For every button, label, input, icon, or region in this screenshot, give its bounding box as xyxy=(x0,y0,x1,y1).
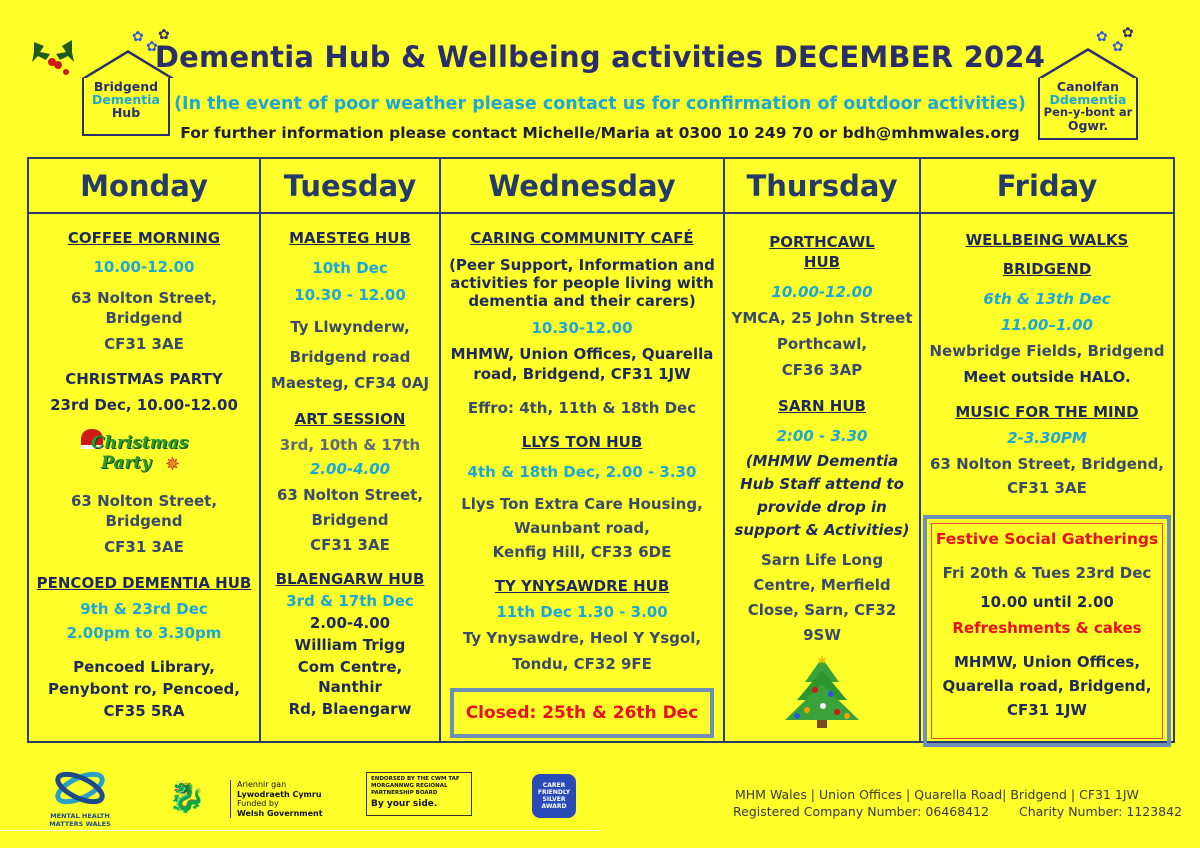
ty-ynysawdre-when: 11th Dec 1.30 - 3.00 xyxy=(496,603,668,621)
flowers-icon: ✿ ✿ ✿ xyxy=(1096,25,1134,55)
pencoed-address-line2: Penybont ro, Pencoed, xyxy=(47,680,240,698)
closed-notice: Closed: 25th & 26th Dec xyxy=(450,688,714,738)
mhmw-logo-line1: MENTAL HEALTH xyxy=(50,812,110,820)
carer-line3: SILVER AWARD xyxy=(541,796,567,810)
sticker-line1: Christmas xyxy=(91,433,189,453)
mental-health-matters-wales-logo xyxy=(44,768,116,828)
festive-gatherings-box xyxy=(923,515,1171,747)
sarn-hub-time: 2:00 - 3.30 xyxy=(776,427,868,445)
art-session-time: 2.00-4.00 xyxy=(309,460,391,478)
cafe-time: 10.30-12.00 xyxy=(531,319,633,337)
christmas-party-when: 23rd Dec, 10.00-12.00 xyxy=(50,396,238,414)
blaengarw-hub-title: BLAENGARW HUB xyxy=(275,570,425,588)
festive-address-line2: Quarella road, Bridgend, xyxy=(942,677,1152,695)
day-header-tuesday: Tuesday xyxy=(261,159,439,214)
sarn-address-line1: Sarn Life Long xyxy=(760,551,884,569)
music-time: 2-3.30PM xyxy=(1007,429,1087,447)
pencoed-hub-time: 2.00pm to 3.30pm xyxy=(66,624,222,642)
coffee-morning-title: COFFEE MORNING xyxy=(67,229,221,247)
logo-left-line3: Hub xyxy=(111,105,141,120)
mhmw-swirl-icon xyxy=(52,768,108,808)
walks-time: 11.00–1.00 xyxy=(1001,316,1093,334)
blaengarw-address-line3: Rd, Blaengarw xyxy=(288,700,412,718)
svg-text:★: ★ xyxy=(816,654,828,667)
cafe-desc-line1: (Peer Support, Information and xyxy=(449,256,715,274)
footer-charity-number: Charity Number: 1123842 xyxy=(1019,804,1183,819)
party-address-line1: 63 Nolton Street, Bridgend xyxy=(70,492,218,530)
cwm-taf-endorsement-logo xyxy=(366,772,472,816)
festive-title: Festive Social Gatherings xyxy=(935,530,1159,548)
sarn-note-line2: Hub Staff attend to xyxy=(740,475,904,493)
walks-address-line1: Newbridge Fields, Bridgend xyxy=(929,342,1165,360)
carer-line2: FRIENDLY xyxy=(537,789,571,796)
page-title: Dementia Hub & Wellbeing activities DECEMBER 2024 xyxy=(154,40,1046,74)
day-header-wednesday: Wednesday xyxy=(441,159,723,214)
walks-location: BRIDGEND xyxy=(1002,260,1092,278)
music-address-line1: 63 Nolton Street, Bridgend, xyxy=(929,455,1165,473)
llys-ton-address-line2: Waunbant road, xyxy=(514,519,650,537)
logo-right-line1: Canolfan xyxy=(1056,79,1120,94)
cafe-desc-line3: dementia and their carers) xyxy=(468,292,696,310)
column-monday xyxy=(29,159,261,741)
dragon-icon: 🐉 xyxy=(168,780,206,815)
candy-cane-icon: ✵ xyxy=(165,454,181,475)
day-header-thursday: Thursday xyxy=(725,159,919,214)
canolfan-ddementia-logo xyxy=(1034,25,1154,144)
blaengarw-hub-time: 2.00-4.00 xyxy=(309,614,391,632)
maesteg-address-line2: Bridgend road xyxy=(289,348,411,366)
llys-ton-when: 4th & 18th Dec, 2.00 - 3.30 xyxy=(467,463,697,481)
logo-right-line4: Ogwr. xyxy=(1067,118,1109,133)
porthcawl-title-line2: HUB xyxy=(803,253,841,271)
art-session-title: ART SESSION xyxy=(294,410,406,428)
maesteg-address-line3: Maesteg, CF34 0AJ xyxy=(270,374,430,392)
sarn-hub-title: SARN HUB xyxy=(778,397,866,415)
column-tuesday xyxy=(261,159,441,741)
cafe-address-line1: MHMW, Union Offices, Quarella xyxy=(450,345,714,363)
footer-divider xyxy=(0,830,600,831)
sarn-note-line3: provide drop in xyxy=(757,498,887,516)
sarn-address-line3: Close, Sarn, CF32 9SW xyxy=(747,601,897,644)
walks-title: WELLBEING WALKS xyxy=(965,231,1129,249)
wg-line2: Lywodraeth Cymru xyxy=(237,789,322,799)
cwm-taf-line3: PARTNERSHIP BOARD xyxy=(371,790,438,796)
llys-ton-address-line1: Llys Ton Extra Care Housing, xyxy=(461,495,703,513)
party-address-line2: CF31 3AE xyxy=(104,538,184,556)
maesteg-hub-date: 10th Dec xyxy=(312,259,388,277)
cwm-taf-line1: ENDORSED BY THE CWM TAF xyxy=(371,776,460,782)
ty-ynysawdre-address-line1: Ty Ynysawdre, Heol Y Ysgol, xyxy=(462,629,702,647)
sarn-note-line1: (MHMW Dementia xyxy=(745,452,899,470)
art-address-line1: 63 Nolton Street, xyxy=(276,486,424,504)
ty-ynysawdre-title: TY YNYSAWDRE HUB xyxy=(494,577,670,595)
festive-food: Refreshments & cakes xyxy=(952,619,1142,637)
art-address-line2: Bridgend xyxy=(311,511,389,529)
art-session-dates: 3rd, 10th & 17th xyxy=(279,436,421,454)
walks-dates: 6th & 13th Dec xyxy=(983,290,1111,308)
wg-line1: Ariennir gan xyxy=(237,780,287,789)
flowers-icon: ✿ ✿ ✿ xyxy=(132,27,170,55)
effro-dates: Effro: 4th, 11th & 18th Dec xyxy=(467,399,697,417)
column-wednesday xyxy=(441,159,725,741)
footer-company-number: Registered Company Number: 06468412 xyxy=(733,804,990,819)
walks-address-line2: Meet outside HALO. xyxy=(963,368,1131,386)
contact-info: For further information please contact Michelle/Maria at 0300 10 249 70 or bdh@mhmwales.org xyxy=(180,124,1020,142)
pencoed-hub-dates: 9th & 23rd Dec xyxy=(80,600,208,618)
cafe-address-line2: road, Bridgend, CF31 1JW xyxy=(473,365,691,383)
blaengarw-address-line2: Com Centre, Nanthir xyxy=(297,658,403,696)
blaengarw-hub-dates: 3rd & 17th Dec xyxy=(286,592,414,610)
column-thursday xyxy=(725,159,921,741)
logo-left-line1: Bridgend xyxy=(93,79,159,94)
welsh-government-logo xyxy=(168,780,328,820)
llys-ton-title: LLYS TON HUB xyxy=(521,433,643,451)
porthcawl-title-line1: PORTHCAWL xyxy=(769,233,875,251)
blaengarw-address-line1: William Trigg xyxy=(294,636,406,654)
carer-friendly-award-logo xyxy=(532,774,576,818)
maesteg-hub-title: MAESTEG HUB xyxy=(289,229,411,247)
porthcawl-time: 10.00-12.00 xyxy=(771,283,873,301)
sarn-note-line4: support & Activities) xyxy=(734,521,910,539)
wg-line3: Funded by xyxy=(237,799,279,808)
logo-right-line2: Ddementia xyxy=(1049,92,1127,107)
maesteg-hub-time: 10.30 - 12.00 xyxy=(294,286,406,304)
cafe-desc-line2: activities for people living with xyxy=(450,274,714,292)
logo-right-line3: Pen-y-bont ar xyxy=(1043,105,1133,119)
festive-address-line1: MHMW, Union Offices, xyxy=(953,653,1141,671)
cafe-title: CARING COMMUNITY CAFÉ xyxy=(470,229,694,247)
music-address-line2: CF31 3AE xyxy=(1007,479,1087,497)
maesteg-address-line1: Ty Llwynderw, xyxy=(290,318,410,336)
christmas-tree-icon xyxy=(777,654,867,730)
day-header-friday: Friday xyxy=(921,159,1173,214)
festive-address-line3: CF31 1JW xyxy=(1007,701,1087,719)
cwm-taf-line2: MORGANNWG REGIONAL xyxy=(371,783,448,789)
mhmw-logo-line2: MATTERS WALES xyxy=(49,820,111,828)
ty-ynysawdre-address-line2: Tondu, CF32 9FE xyxy=(512,655,652,673)
festive-time: 10.00 until 2.00 xyxy=(980,593,1114,611)
pencoed-address-line1: Pencoed Library, xyxy=(73,658,215,676)
sarn-address-line2: Centre, Merfield xyxy=(753,576,891,594)
day-header-monday: Monday xyxy=(29,159,259,214)
logo-left-line2: Dementia xyxy=(92,92,160,107)
pencoed-address-line3: CF35 5RA xyxy=(103,702,185,720)
porthcawl-address-line3: CF36 3AP xyxy=(781,361,863,379)
coffee-morning-address-line1: 63 Nolton Street, Bridgend xyxy=(70,289,218,327)
christmas-party-title: CHRISTMAS PARTY xyxy=(65,370,223,388)
sticker-line2: Party xyxy=(101,453,152,473)
wg-line4: Welsh Government xyxy=(237,808,323,818)
porthcawl-address-line1: YMCA, 25 John Street xyxy=(731,309,913,327)
pencoed-hub-title: PENCOED DEMENTIA HUB xyxy=(36,574,252,592)
weather-notice: (In the event of poor weather please contact us for confirmation of outdoor activities) xyxy=(174,94,1026,114)
porthcawl-address-line2: Porthcawl, xyxy=(776,335,868,353)
coffee-morning-address-line2: CF31 3AE xyxy=(104,335,184,353)
coffee-morning-time: 10.00-12.00 xyxy=(93,258,195,276)
footer-address: MHM Wales | Union Offices | Quarella Road| Bridgend | CF31 1JW xyxy=(735,787,1139,802)
music-title: MUSIC FOR THE MIND xyxy=(955,403,1139,421)
carer-line1: CARER xyxy=(542,782,566,789)
llys-ton-address-line3: Kenfig Hill, CF33 6DE xyxy=(492,543,672,561)
christmas-party-sticker xyxy=(79,429,209,477)
festive-dates: Fri 20th & Tues 23rd Dec xyxy=(942,564,1152,582)
art-address-line3: CF31 3AE xyxy=(310,536,390,554)
cwm-taf-line4: By your side. xyxy=(371,799,438,809)
